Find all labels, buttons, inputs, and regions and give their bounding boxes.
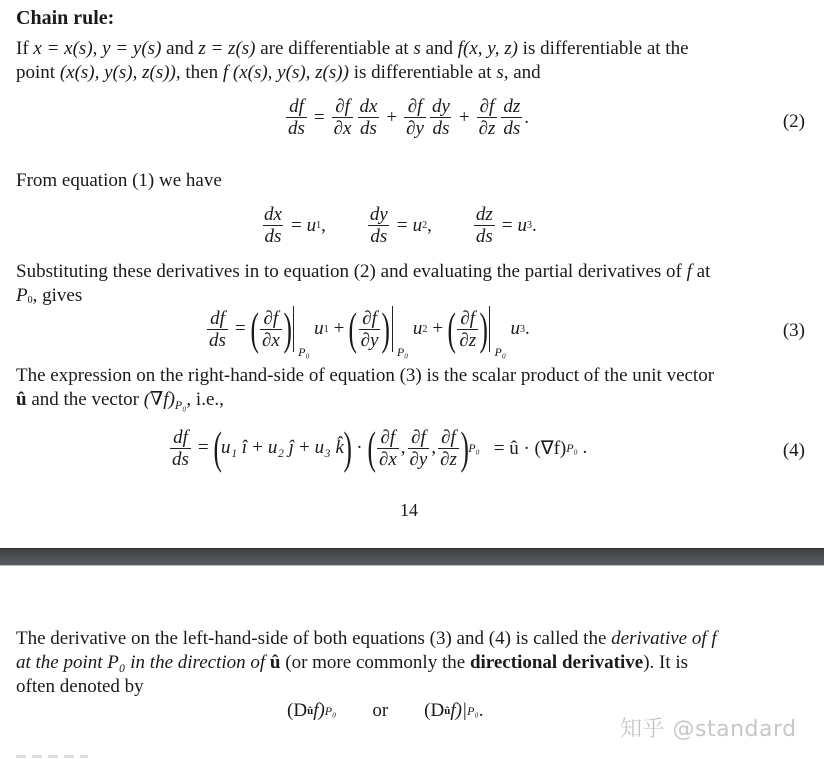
section-heading: Chain rule:	[16, 7, 115, 29]
zhihu-watermark: 知乎 @standard	[620, 717, 797, 742]
paragraph-substituting-line-2: P0, gives	[16, 285, 83, 306]
page-separator	[0, 548, 824, 566]
equation-u-components: $\frac{dx}{ds}$ = u 1 , $\frac{dy}{ds}$ = u 2 , $\frac{dz}{ds}$ = u 3 .	[264, 204, 537, 247]
equation-directional-derivative-notation: (D û f) P₀ or (D û f)| P₀ .	[287, 700, 484, 721]
equation-number-4: (4)	[782, 440, 805, 461]
paragraph-directional-derivative-line-3: often denoted by	[16, 676, 144, 697]
equation-3: $\frac{df}{ds}$ = ( $\frac{\partial f}{\partial x}$ ) P₀ u 1 + ( $\frac{\partial f}{\partial y}$ ) P₀ u 2 + ( $\frac{\partial f}{\partial z}$ ) P₀ u 3 .	[209, 303, 530, 359]
paragraph-directional-derivative-line-1: The derivative on the left-hand-side of both equations (3) and (4) is called the derivative of f	[16, 628, 717, 649]
paragraph-scalar-product-line-2: û and the vector $(\nabla f)_{P_0}$, i.e.,	[16, 389, 224, 412]
page-number: 14	[400, 500, 418, 520]
equation-number-3: (3)	[782, 320, 805, 341]
paragraph-scalar-product-line-1: The expression on the right-hand-side of equation (3) is the scalar product of the unit vector	[16, 365, 715, 386]
paragraph-directional-derivative-line-2: at the point P₀ in the direction of û (or more commonly the directional derivative). It is	[16, 652, 689, 673]
cut-off-next-line	[16, 755, 88, 758]
paragraph-chain-rule-line-2: point (x(s), y(s), z(s)), then f (x(s), y(s), z(s)) is differentiable at s, and	[16, 62, 541, 83]
paragraph-substituting-line-1: Substituting these derivatives in to equation (2) and evaluating the partial derivatives of f at	[16, 261, 711, 282]
equation-2: $\frac{df}{ds}$ = $\frac{\partial f}{\partial x}$ $\frac{dx}{ds}$ + $\frac{\partial f}{\partial y}$ $\frac{dy}{ds}$ + $\frac{\partial f}{\partial z}$ $\frac{dz}{ds}$ .	[288, 96, 530, 139]
paragraph-chain-rule-line-1: If x = x(s), y = y(s) and z = z(s) are differentiable at s and f(x, y, z) is differentiable at the	[16, 38, 689, 59]
equation-number-2: (2)	[782, 111, 805, 132]
equation-4: $\frac{df}{ds}$ = ( u₁ î + u₂ ĵ + u₃ k̂ ) · ( $\frac{\partial f}{\partial x}$ , $\frac{\partial f}{\partial y}$ , $\frac{\partial f}{\partial z}$ ) P₀ = û · (∇f) P₀ .	[172, 422, 588, 473]
paragraph-from-equation-1: From equation (1) we have	[16, 170, 222, 191]
